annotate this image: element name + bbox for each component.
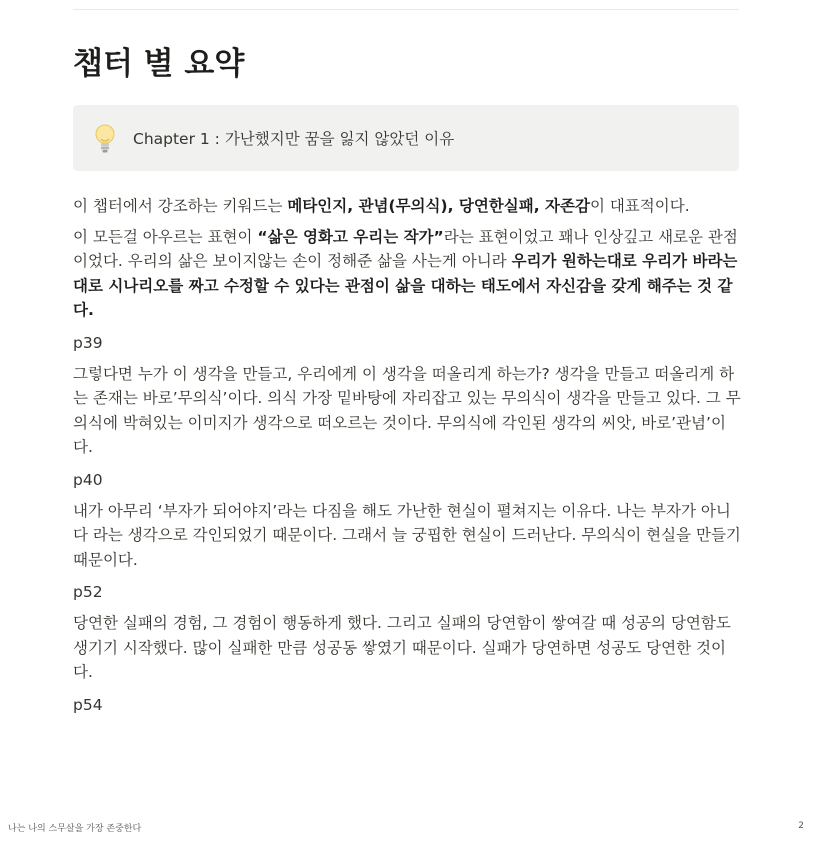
keywords-bold: 메타인지, 관념(무의식), 당연한실패, 자존감 xyxy=(287,197,590,215)
top-divider xyxy=(73,9,739,10)
footer-title: 나는 나의 스무살을 가장 존중한다 xyxy=(8,824,142,834)
perspective-paragraph: 이 모든걸 아우르는 표현이 “삶은 영화고 우리는 작가”라는 표현이었고 꽤나 인상깊고 새로운 관점이었다. 우리의 삶은 보이지않는 손이 정해준 삶을 사는게 아니라 우리가 원하는대로 우리가 바라는대로 시나리오를 짜고 수정할 수 있다는 관점이 삶을 대하는 태도에서 자신감을 갖게 해주는 것 같다. xyxy=(73,227,738,320)
attitude-bold: 우리가 원하는대로 우리가 바라는대로 시나리오를 짜고 수정할 수 있다는 관점이 삶을 대하는 태도에서 자신감을 갖게 해주는 것 같다. xyxy=(73,252,738,320)
unconscious-paragraph: 그렇다면 누가 이 생각을 만들고, 우리에게 이 생각을 떠올리게 하는가? 생각을 만들고 떠올리게 하는 존재는 바로’무의식’이다. 의식 가장 밑바탕에 자리잡고 있는 무의식이 생각을 만들고 있다. 그 무의식에 박혀있는 이미지가 생각으로 떠오르는 것이다. 무의식에 각인된 생각의 씨앗, 바로’관념’이다. xyxy=(73,364,741,457)
poverty-paragraph: 내가 아무리 ‘부자가 되어야지’라는 다짐을 해도 가난한 현실이 펼쳐지는 이유다. 나는 부자가 아니다 라는 생각으로 각인되었기 때문이다. 그래서 늘 궁핍한 현실이 드러난다. 무의식이 현실을 만들기 때문이다. xyxy=(73,501,741,569)
page-reference: p54 xyxy=(73,695,103,714)
quote-bold: “삶은 영화고 우리는 작가” xyxy=(257,227,444,246)
page-reference: p52 xyxy=(73,583,103,602)
lightbulb-icon xyxy=(93,123,117,157)
summary-content xyxy=(73,194,743,723)
keyword-paragraph: 이 챕터에서 강조하는 키워드는 메타인지, 관념(무의식), 당연한실패, 자존감이 대표적이다. xyxy=(73,197,690,215)
page-reference: p40 xyxy=(73,470,103,489)
page-reference: p39 xyxy=(73,333,103,352)
failure-paragraph: 당연한 실패의 경험, 그 경험이 행동하게 했다. 그리고 실패의 당연함이 쌓여갈 때 성공의 당연함도 생기기 시작했다. 많이 실패한 만큼 성공동 쌓였기 때문이다. 실패가 당연하면 성공도 당연한 것이다. xyxy=(73,613,731,682)
chapter-callout xyxy=(73,105,739,171)
callout-text: Chapter 1 : 가난했지만 꿈을 잃지 않았던 이유 xyxy=(133,130,455,148)
page-number: 2 xyxy=(798,821,804,831)
page-title: 챕터 별 요약 xyxy=(73,46,245,82)
